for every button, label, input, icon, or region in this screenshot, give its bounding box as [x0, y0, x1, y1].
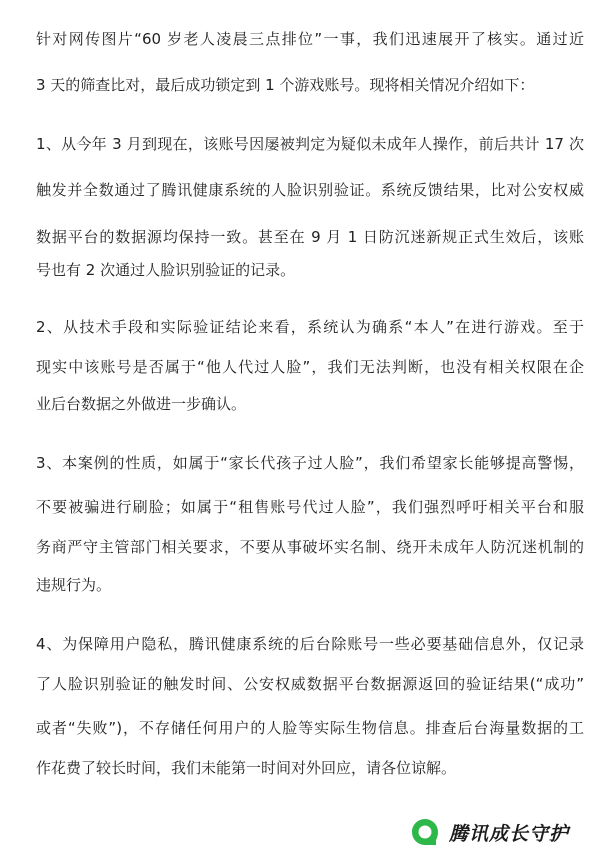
- paragraph-2-line-1: 1、从今年 3 月到现在，该账号因屡被判定为疑似未成年人操作，前后共计 17 次: [36, 135, 584, 153]
- paragraph-3-line-2: 现实中该账号是否属于“他人代过人脸”，我们无法判断，也没有相关权限在企: [36, 358, 584, 376]
- paragraph-4-line-3: 务商严守主管部门相关要求，不要从事破坏实名制、绕开未成年人防沉迷机制的: [36, 538, 584, 556]
- paragraph-4-line-1: 3、本案例的性质，如属于“家长代孩子过人脸”，我们希望家长能够提高警惕，: [36, 454, 584, 472]
- paragraph-5-line-4: 作花费了较长时间，我们未能第一时间对外回应，请各位谅解。: [36, 759, 457, 777]
- paragraph-2-line-2: 触发并全数通过了腾讯健康系统的人脸识别验证。系统反馈结果，比对公安权威: [36, 181, 584, 199]
- paragraph-5-line-2: 了人脸识别验证的触发时间、公安权威数据平台数据源返回的验证结果(“成功”: [36, 675, 584, 693]
- paragraph-1-line-1: 针对网传图片“60 岁老人凌晨三点排位”一事，我们迅速展开了核实。通过近: [36, 30, 584, 48]
- paragraph-5-line-1: 4、为保障用户隐私，腾讯健康系统的后台除账号一些必要基础信息外，仅记录: [36, 635, 584, 653]
- paragraph-4-line-2: 不要被骗进行刷脸；如属于“租售账号代过人脸”，我们强烈呼吁相关平台和服: [36, 498, 584, 516]
- speech-bubble-icon: [409, 816, 441, 848]
- paragraph-5-line-3: 或者“失败”)，不存储任何用户的人脸等实际生物信息。排查后台海量数据的工: [36, 719, 584, 737]
- tencent-growth-guardian-logo: [409, 812, 569, 852]
- logo-text: 腾讯成长守护: [448, 822, 569, 845]
- paragraph-1-line-2: 3 天的筛查比对，最后成功锁定到 1 个游戏账号。现将相关情况介绍如下：: [36, 76, 535, 94]
- paragraph-2-line-3: 数据平台的数据源均保持一致。甚至在 9 月 1 日防沉迷新规正式生效后，该账: [36, 228, 584, 246]
- paragraph-3-line-1: 2、从技术手段和实际验证结论来看，系统认为确系“本人”在进行游戏。至于: [36, 318, 584, 336]
- paragraph-4-line-4: 违规行为。: [36, 576, 112, 594]
- paragraph-3-line-3: 业后台数据之外做进一步确认。: [36, 395, 247, 413]
- paragraph-2-line-4: 号也有 2 次通过人脸识别验证的记录。: [36, 261, 296, 279]
